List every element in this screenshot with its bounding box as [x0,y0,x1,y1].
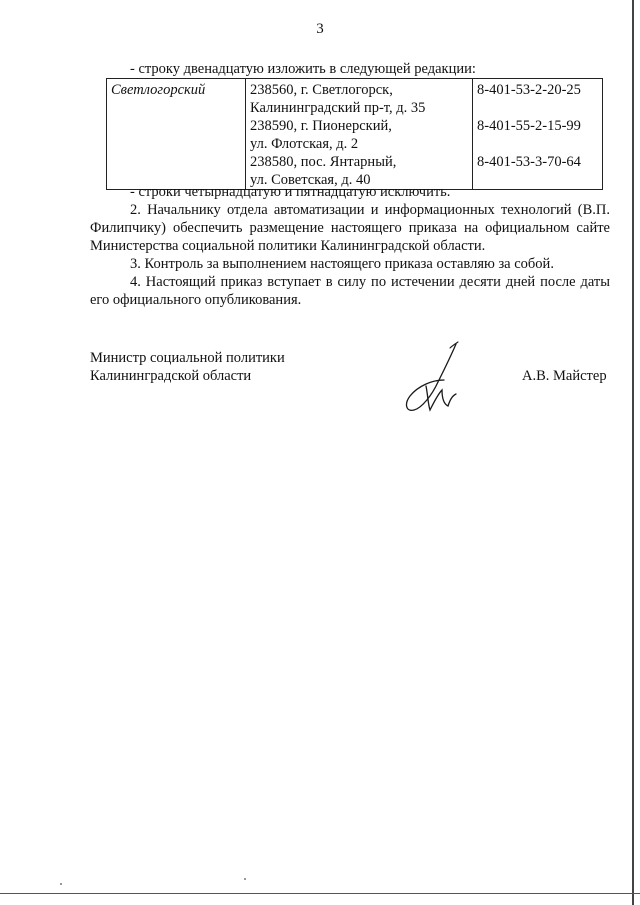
phone-number: 8-401-55-2-15-99 [477,118,581,134]
district-cell: Светлогорский [107,79,246,190]
scan-edge [632,0,634,905]
address-line: ул. Флотская, д. 2 [250,136,359,152]
signer-position-line2: Калининградской области [90,368,252,384]
exclude-rows-line: - строки четырнадцатую и пятнадцатую исключить. [130,184,451,200]
phone-number: 8-401-53-3-70-64 [477,154,581,170]
signer-name: А.В. Майстер [522,368,607,384]
scan-speck [244,878,246,880]
address-entry [250,81,468,117]
address-table [106,78,603,190]
paragraph-item-4: 4. Настоящий приказ вступает в силу по истечении десяти дней после даты его официального опубликования. [90,274,610,308]
paragraph-item-2: 2. Начальнику отдела автоматизации и информационных технологий (В.П. Филипчику) обеспечить размещение настоящего приказа на официальном сайте Министерства социальной политики Калининградской области. [90,202,610,254]
scan-speck [60,883,62,885]
intro-line: - строку двенадцатую изложить в следующей редакции: [130,61,476,77]
address-entry [250,117,468,153]
address-line: ул. Советская, д. 40 [250,172,371,188]
scan-edge-bottom [0,893,640,894]
address-line: 238590, г. Пионерский, [250,118,392,134]
phone-cell [473,79,603,190]
paragraph-item-3: 3. Контроль за выполнением настоящего приказа оставляю за собой. [130,256,554,272]
address-cell [246,79,473,190]
handwritten-signature [398,340,468,415]
signer-position-line1: Министр социальной политики [90,350,285,366]
address-line: 238560, г. Светлогорск, [250,82,393,98]
address-line: Калининградский пр-т, д. 35 [250,100,426,116]
phone-number: 8-401-53-2-20-25 [477,82,581,98]
address-line: 238580, пос. Янтарный, [250,154,397,170]
page-number: 3 [316,21,324,37]
table-row [107,79,603,190]
